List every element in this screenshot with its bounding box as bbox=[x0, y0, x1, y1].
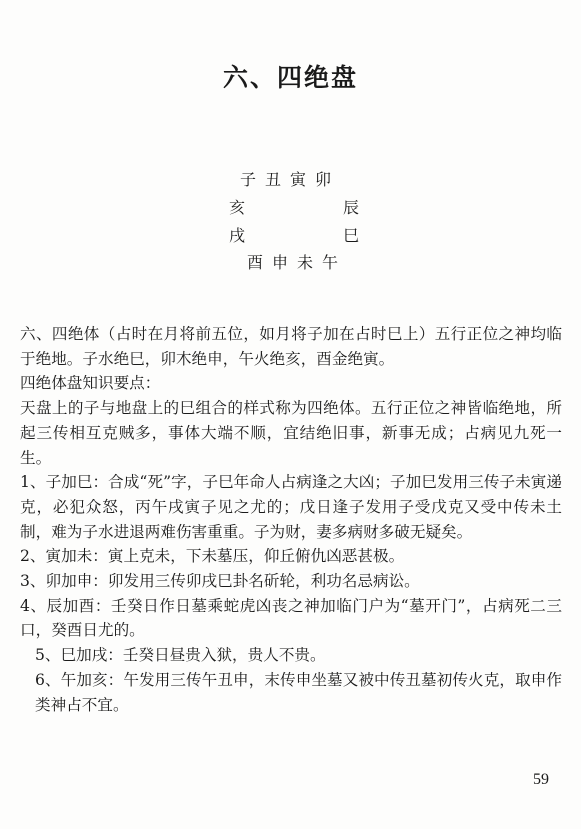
paragraph-item-2: 2、寅加未：寅上克未，下未墓压，仰丘俯仇凶恶甚极。 bbox=[20, 547, 405, 566]
four-extinction-chart bbox=[0, 0, 581, 300]
chart-top-row: 子丑寅卯 bbox=[240, 170, 341, 189]
chart-right-lower: 巳 bbox=[343, 226, 360, 245]
page-number: 59 bbox=[533, 771, 549, 788]
paragraph-overview: 天盘上的子与地盘上的巳组合的样式称为四绝体。五行正位之神皆临绝地，所起三传相互克贼多，事体大端不顺，宜结绝旧事，新事无成；占病见九死一生。 bbox=[20, 399, 562, 467]
chart-right-upper: 辰 bbox=[343, 198, 360, 217]
paragraph-item-5: 5、巳加戌：壬癸日昼贵入狱，贵人不贵。 bbox=[35, 646, 326, 665]
chart-left-upper: 亥 bbox=[229, 198, 246, 217]
paragraph-item-6: 6、午加亥：午发用三传午丑申，末传申坐墓又被中传丑墓初传火克，取申作类神占不宜。 bbox=[35, 670, 562, 714]
chart-bottom-row: 酉申未午 bbox=[247, 253, 348, 272]
paragraph-heading-key-points: 四绝体盘知识要点： bbox=[20, 374, 161, 393]
paragraph-definition: 六、四绝体（占时在月将前五位，如月将子加在占时巳上）五行正位之神均临于绝地。子水绝巳，卯木绝申，午火绝亥，酉金绝寅。 bbox=[20, 325, 562, 368]
page-title: 六、四绝盘 bbox=[222, 63, 358, 92]
body-text bbox=[20, 322, 562, 717]
paragraph-item-4: 4、辰加酉：壬癸日作日墓乘蛇虎凶丧之神加临门户为“墓开门”，占病死二三口，癸酉日尤的。 bbox=[20, 596, 562, 640]
paragraph-item-1: 1、子加巳：合成“死”字，子巳年命人占病逢之大凶；子加巳发用三传子未寅递克，必犯众怒，丙午戌寅子见之尤的；戊日逢子发用子受戊克又受中传未土制，难为子水进退两难伤害重重。子为财，妻多病财多破无疑矣。 bbox=[20, 473, 562, 541]
chart-left-lower: 戌 bbox=[229, 226, 246, 245]
paragraph-item-3: 3、卯加申：卯发用三传卯戌巳卦名斫轮，利功名忌病讼。 bbox=[20, 572, 420, 591]
